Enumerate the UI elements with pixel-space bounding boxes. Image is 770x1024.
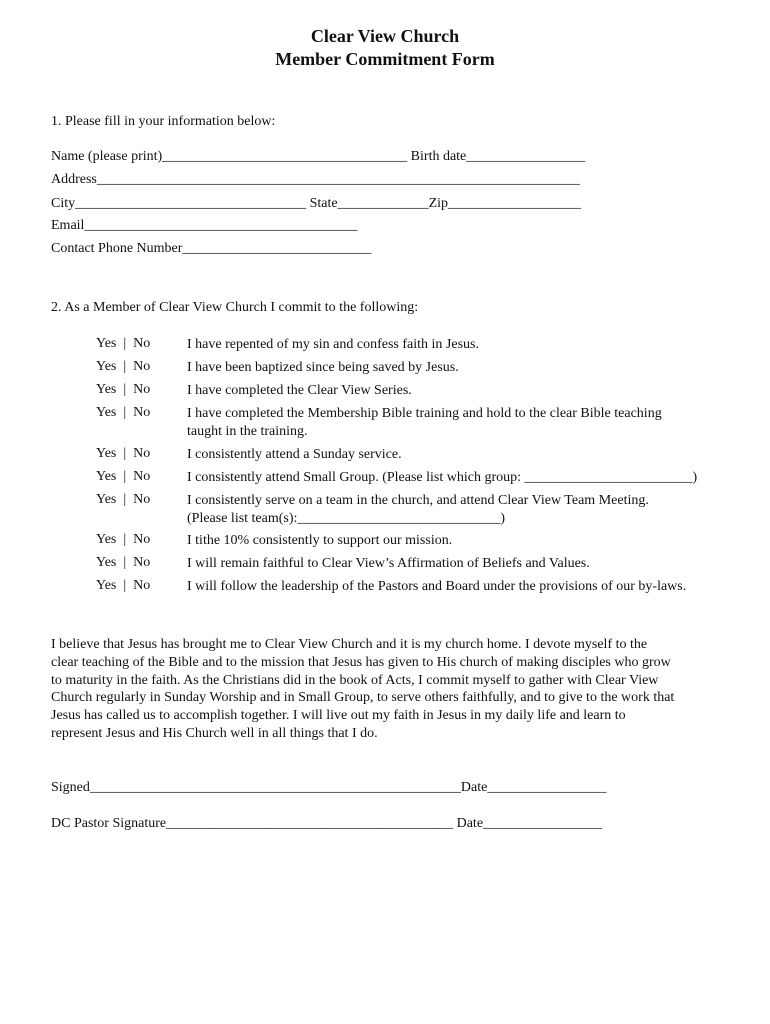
commit-yes-no: Yes | No (96, 336, 151, 351)
form-title: Clear View Church (310, 26, 460, 46)
commit-yes-no: Yes | No (96, 382, 151, 397)
city-field-line: City_________________________________ State_____________Zip___________________ (51, 196, 582, 211)
commit-statement: I have completed the Clear View Series. (187, 383, 412, 398)
name-field-line: Name (please print)___________________________________ Birth date_________________ (51, 149, 586, 164)
commit-statement: I tithe 10% consistently to support our mission. (187, 533, 453, 548)
commit-yes-no: Yes | No (96, 405, 151, 420)
commit-yes-no: Yes | No (96, 359, 151, 374)
section2-heading: 2. As a Member of Clear View Church I commit to the following: (51, 300, 419, 315)
form-subtitle: Member Commitment Form (275, 49, 495, 69)
commit-statement: I consistently attend Small Group. (Please list which group: ________________________) (187, 470, 698, 485)
member-signature-line: Signed_____________________________________________________Date_________________ (51, 780, 607, 795)
commit-yes-no: Yes | No (96, 492, 151, 507)
commit-statement: I have completed the Membership Bible training and hold to the clear Bible teaching taught in the training. (187, 406, 662, 439)
section1-heading: 1. Please fill in your information below: (51, 114, 276, 129)
commit-yes-no: Yes | No (96, 578, 151, 593)
commit-statement: I have repented of my sin and confess faith in Jesus. (187, 337, 479, 352)
address-field-line: Address_____________________________________________________________________ (51, 172, 580, 187)
commit-statement: I will remain faithful to Clear View’s Affirmation of Beliefs and Values. (187, 556, 590, 571)
commit-statement: I will follow the leadership of the Pastors and Board under the provisions of our by-laws. (187, 579, 687, 594)
phone-field-line: Contact Phone Number___________________________ (51, 241, 372, 256)
commit-yes-no: Yes | No (96, 555, 151, 570)
commit-statement: I have been baptized since being saved by Jesus. (187, 360, 459, 375)
commit-yes-no: Yes | No (96, 532, 151, 547)
commit-yes-no: Yes | No (96, 446, 151, 461)
commit-statement: I consistently serve on a team in the church, and attend Clear View Team Meeting. (Please list team(s):_____________________________) (187, 493, 649, 526)
email-field-line: Email_______________________________________ (51, 218, 358, 233)
commit-statement: I consistently attend a Sunday service. (187, 447, 402, 462)
commit-yes-no: Yes | No (96, 469, 151, 484)
pastor-signature-line: DC Pastor Signature_________________________________________ Date_________________ (51, 816, 603, 831)
commitment-statement-paragraph: I believe that Jesus has brought me to Clear View Church and it is my church home. I devote myself to the clear teaching of the Bible and to the mission that Jesus has given to His church of making disciples who grow to maturity in the faith. As the Christians did in the book of Acts, I commit myself to gather with Clear View Church regularly in Sunday Worship and in Small Group, to serve others faithfully, and to give to the work that Jesus has called us to accomplish together. I will live out my faith in Jesus in my daily life and learn to represent Jesus and His Church well in all things that I do. (51, 637, 675, 741)
